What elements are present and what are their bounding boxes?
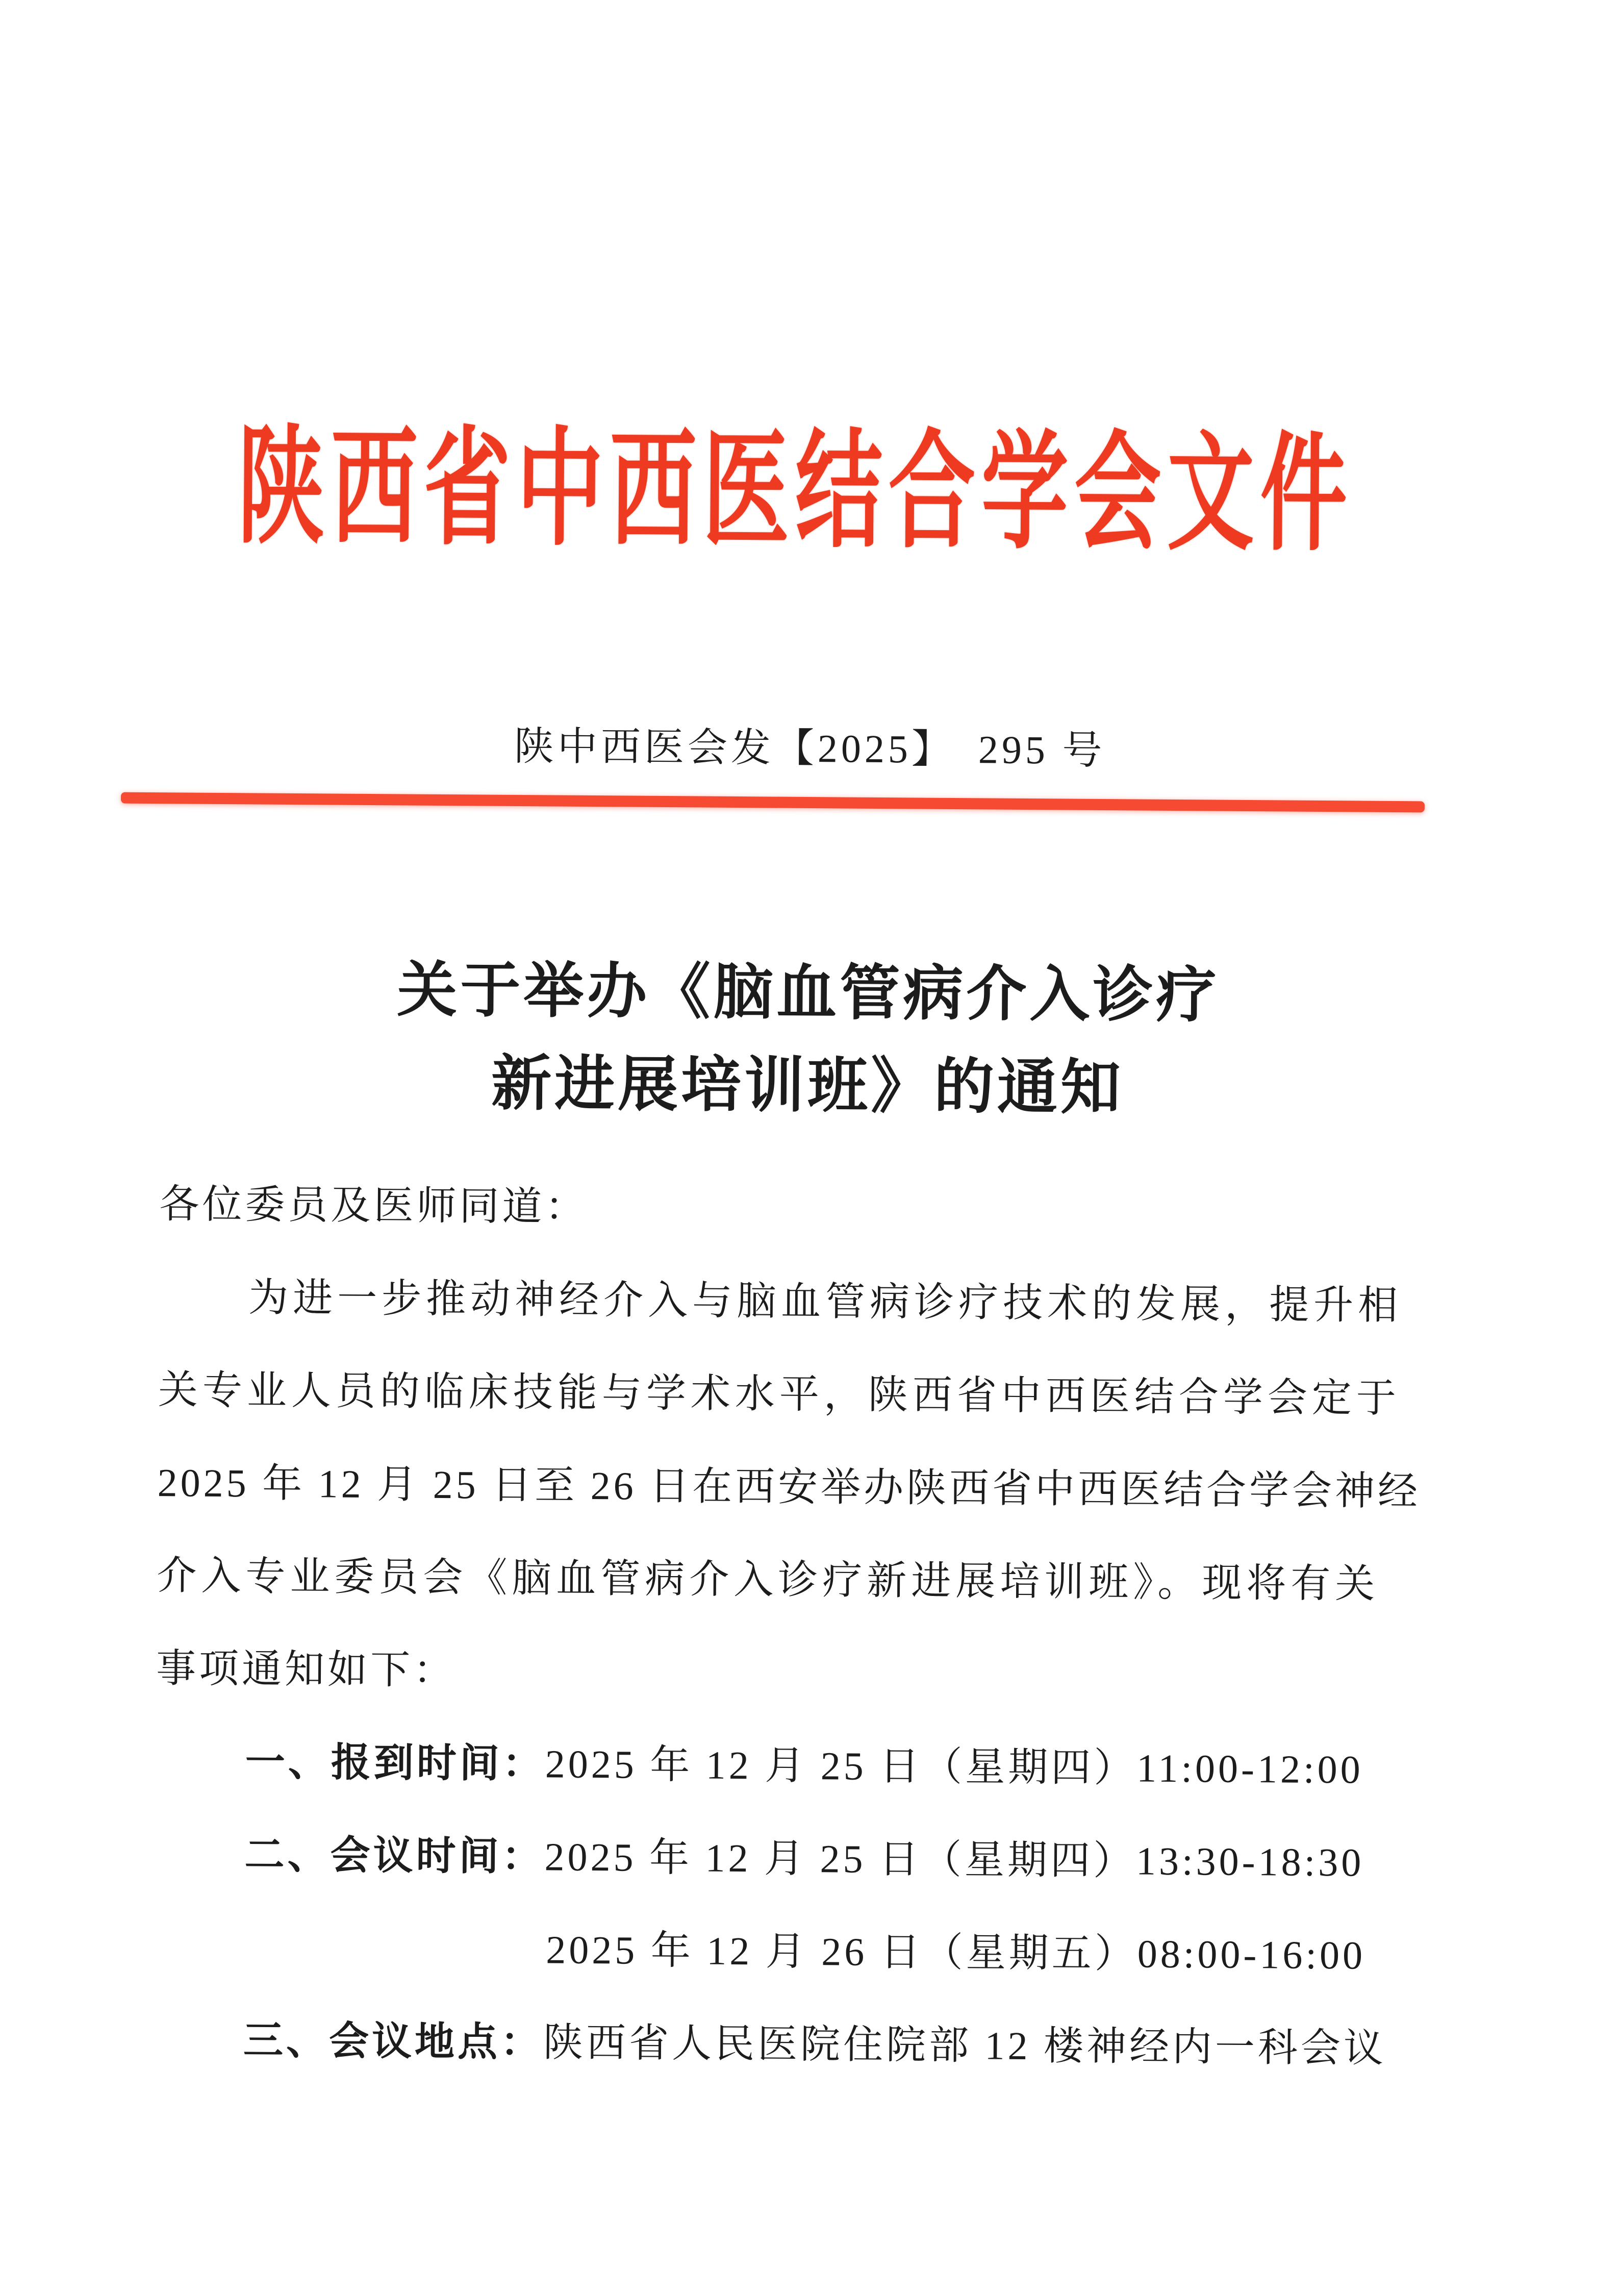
document-number: 陕中西医会发【2025】 295 号 bbox=[514, 723, 1106, 773]
paragraph-line-2: 关专业人员的临床技能与学术水平，陕西省中西医结合学会定于 bbox=[158, 1367, 1401, 1421]
item-label: 一、报到时间： bbox=[245, 1739, 546, 1786]
item-row-meeting-time bbox=[155, 1808, 1405, 1909]
item-row-meeting-time-day2 bbox=[154, 1901, 1404, 2002]
item-label: 三、会议地点： bbox=[243, 2018, 544, 2065]
letterhead-title-text: 陕西省中西医结合学会文件 bbox=[237, 417, 1354, 567]
letterhead-title bbox=[2, 417, 1619, 567]
item-text: 2025 年 12 月 26 日（星期五）08:00-16:00 bbox=[545, 1927, 1366, 1978]
red-divider-line bbox=[121, 792, 1425, 813]
paragraph-line-1: 为进一步推动神经介入与脑血管病诊疗技术的发展，提升相 bbox=[248, 1275, 1403, 1328]
item-text: 2025 年 12 月 25 日（星期四）11:00-12:00 bbox=[545, 1741, 1364, 1792]
notice-title-line-2: 新进展培训班》的通知 bbox=[491, 1050, 1124, 1122]
notice-title-line-1: 关于举办《脑血管病介入诊疗 bbox=[396, 957, 1220, 1030]
paragraph-line-3: 2025 年 12 月 25 日至 26 日在西安举办陕西省中西医结合学会神经 bbox=[157, 1460, 1421, 1514]
paragraph-line-4: 介入专业委员会《脑血管病介入诊疗新进展培训班》。现将有关 bbox=[157, 1553, 1380, 1606]
item-row-meeting-location bbox=[153, 1993, 1403, 2095]
item-label: 二、会议时间： bbox=[244, 1832, 545, 1879]
notice-title bbox=[0, 941, 1618, 1138]
salutation-line: 各位委员及医师同道： bbox=[159, 1182, 588, 1229]
notice-body bbox=[153, 1158, 1421, 2095]
item-row-registration-time bbox=[155, 1715, 1405, 1816]
item-text: 2025 年 12 月 25 日（星期四）13:30-18:30 bbox=[544, 1834, 1364, 1885]
paragraph-line-5: 事项通知如下： bbox=[156, 1646, 457, 1693]
item-text: 陕西省人民医院住院部 12 楼神经内一科会议 bbox=[543, 2020, 1387, 2070]
